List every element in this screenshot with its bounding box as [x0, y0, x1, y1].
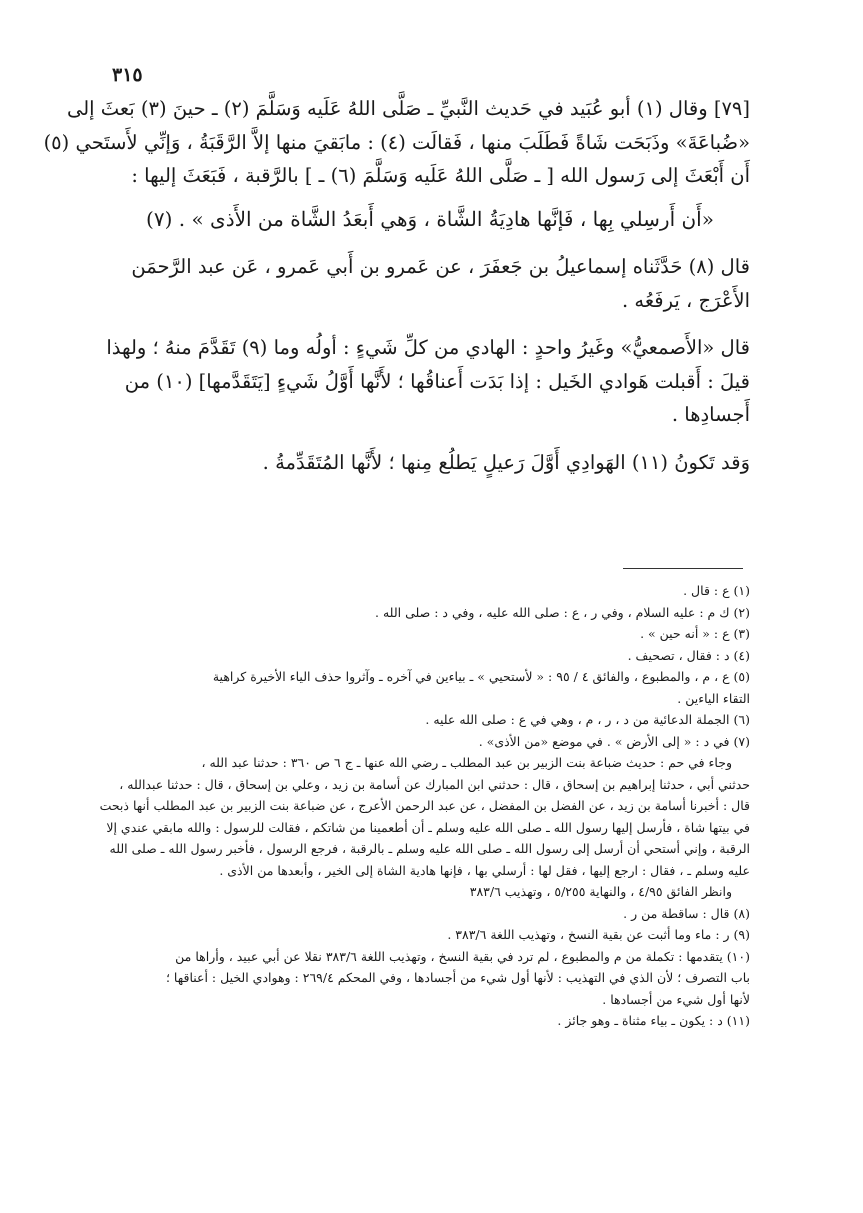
footnote: (٨) قال : ساقطة من ر .	[623, 905, 750, 921]
footnote: لأنها أول شيء من أجسادها .	[602, 991, 750, 1007]
main-line: قال (٨) حَدَّثَناه إسماعيلُ بن جَعفَرَ ، عن عَمرو بن أَبي عَمرو ، عَن عبد الرَّحمَن	[131, 255, 750, 278]
footnote: (٥) ع ، م ، والمطبوع ، والفائق ٤ / ٩٥ : « لأستحيي » ـ بياءين في آخره ـ وآثروا حذف الياء الأخيرة كراهية	[212, 669, 750, 684]
footnote: في بيتها شاة ، فأرسل إليها رسول الله ـ صلى الله عليه وسلم ـ أن أطعمينا من شاتكم ، فقالت للرسول : والله مابقي عندي إلا	[106, 819, 750, 835]
footnote: التقاء الياءين .	[677, 690, 750, 706]
footnote: حدثني أبي ، حدثنا إبراهيم بن إسحاق ، قال : حدثني ابن المبارك عن أسامة بن زيد ، وعلي بن إسحاق ، قال : حدثنا عبدالله ،	[119, 776, 750, 792]
quoted-hadith: «أَن أَرسِلي بِها ، فَإنَّها هادِيَةُ الشَّاة ، وَهي أَبعَدُ الشَّاة من الأَذى » . (٧)	[146, 206, 714, 231]
footnote: (١٠) يتقدمها : تكملة من م والمطبوع ، لم ترد في بقية النسخ ، وتهذيب اللغة ٣٨٣/٦ نقلا عن أبي عبيد ، وأراها من	[175, 948, 750, 964]
footnote: (٦) الجملة الدعائية من د ، ر ، م ، وهي في ع : صلى الله عليه .	[425, 712, 750, 727]
footnote: قال : أخبرنا أسامة بن زيد ، عن الفضل بن المفضل ، عن عبد الرحمن الأعرج ، عن ضباعة بنت الزبير بن عبد المطلب أنها ذبحت	[99, 798, 750, 813]
main-line: قيلَ : أَقبلت هَوادي الخَيل : إذا بَدَت أَعناقُها ؛ لأَنَّها أَوَّلُ شَيءٍ [يَتَقَدَّمها] (١٠) من	[124, 369, 750, 393]
main-line: قال «الأَصمعيُّ» وغَيرُ واحدٍ : الهادي من كلِّ شَيءٍ : أولُه وما (٩) تَقَدَّمَ منهُ ؛ ولهذا	[106, 336, 750, 359]
main-line: [٧٩] وقال (١) أبو عُبَيد في حَديث النَّبيِّ ـ صَلَّى اللهُ عَلَيه وَسَلَّمَ (٢) ـ حينَ (٣) بَعثَ إلى	[66, 97, 750, 120]
footnote: (١) ع : قال .	[683, 583, 750, 598]
footnotes	[100, 580, 750, 1032]
page-number: ٣١٥	[112, 64, 143, 86]
footnote: (١١) د : يكون ـ بياء مثناة ـ وهو جائز .	[557, 1013, 750, 1028]
footnote-divider	[623, 568, 743, 569]
footnote: (٧) في د : « إلى الأرض » . في موضع «من الأذى» .	[478, 733, 750, 749]
main-line: أَن أَبْعَثَ إلى رَسول الله [ ـ صَلَّى اللهُ عَلَيه وَسَلَّمَ (٦) ـ ] بالرَّقبة ، فَبَعَثَ إليها :	[131, 164, 750, 187]
main-line: الأَعْرَج ، يَرفَعُه .	[622, 288, 750, 312]
footnote: (٩) ر : ماء وما أثبت عن بقية النسخ ، وتهذيب اللغة ٣٨٣/٦ .	[447, 927, 750, 942]
footnote: باب التصرف ؛ لأن الذي في التهذيب : لأنها أول شيء من أجسادها ، وفي المحكم ٢٦٩/٤ : وهوادي الخيل : أعناقها ؛	[165, 970, 750, 985]
main-line: أَجسادِها .	[671, 403, 750, 426]
footnote: عليه وسلم ـ ، فقال : ارجع إليها ، فقل لها : أرسلي بها ، فإنها هادية الشاة إلى الخير ، وأبعدها من الأذى .	[219, 862, 750, 878]
footnote: (٣) ع : « أنه حين » .	[640, 626, 750, 641]
main-text	[43, 92, 750, 479]
main-line: «ضُباعَةَ» وذَبَحَت شَاةً فَطَلَبَ منها ، فَقالَت (٤) : مابَقيَ منها إلاَّ الرَّقَبَةُ ، وَإنِّي لأَستَحي (٥)	[43, 130, 750, 154]
footnote: (٤) د : فقال ، تصحيف .	[627, 647, 750, 663]
footnote: وجاء في حم : حديث ضباعة بنت الزبير بن عبد المطلب ـ رضي الله عنها ـ ج ٦ ص ٣٦٠ : حدثنا عبد الله ،	[201, 755, 732, 770]
footnote: (٢) ك م : عليه السلام ، وفي ر ، ع : صلى الله عليه ، وفي د : صلى الله .	[375, 604, 750, 620]
main-line: وَقد تَكونُ (١١) الهَوادِي أَوَّلَ رَعيلٍ يَطلُع مِنها ؛ لأَنَّها المُتَقَدِّمةُ .	[262, 450, 750, 474]
footnote: وانظر الفائق ٤/٩٥ ، والنهاية ٥/٢٥٥ ، وتهذيب ٣٨٣/٦	[469, 884, 732, 899]
footnote: الرقبة ، وإني أستحي أن أرسل إلى رسول الله ـ صلى الله عليه وسلم ـ بالرقبة ، فرجع الرسول ، فأخبر رسول الله ـ صلى الله	[109, 841, 750, 856]
